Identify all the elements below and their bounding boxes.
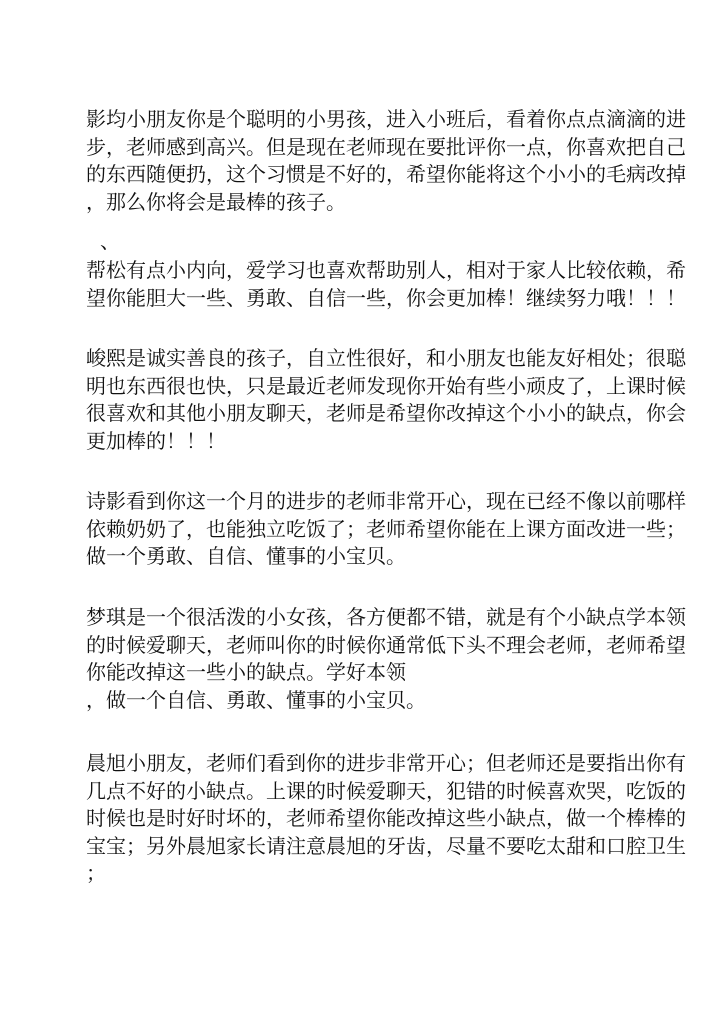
text-line: 晨旭小朋友，老师们看到你的进步非常开心；但老师还是要指出你有 [86,751,686,775]
text-line: 做一个勇敢、自信、懂事的小宝贝。 [86,544,406,568]
text-line: 更加棒的！！！ [86,428,226,453]
text-line: 帮松有点小内向，爱学习也喜欢帮助别人，相对于家人比较依赖，希 [86,258,686,282]
paragraph-mengqi [86,604,686,714]
text-line: ，做一个自信、勇敢、懂事的小宝贝。 [86,687,426,712]
text-line: 宝宝；另外晨旭家长请注意晨旭的牙齿，尽量不要吃太甜和口腔卫生 [86,833,686,858]
text-line: 依赖奶奶了，也能独立吃饭了；老师希望你能在上课方面改进一些； [86,516,686,541]
paragraph-shiying [86,488,686,571]
text-line: 明也东西很也快，只是最近老师发现你开始有些小顽皮了，上课时候 [86,373,686,398]
text-line: 的东西随便扔，这个习惯是不好的，希望你能将这个小小的毛病改掉 [86,162,686,186]
text-line: 的时候爱聊天，老师叫你的时候你通常低下头不理会老师，老师希望 [86,632,686,657]
paragraph-junxi [86,345,686,455]
text-line: 很喜欢和其他小朋友聊天，老师是希望你改掉这个小小的缺点，你会 [86,401,686,425]
text-line: 时候也是时好时坏的，老师希望你能改掉这些小缺点，做一个棒棒的 [86,806,686,830]
paragraph-yingjun [86,106,686,216]
text-line: 影均小朋友你是个聪明的小男孩，进入小班后，看着你点点滴滴的进 [86,107,686,131]
paragraph-chenxu [86,750,686,888]
text-line: 望你能胆大一些、勇敢、自信一些，你会更加棒！继续努力哦！！！ [86,285,686,310]
text-line: ，那么你将会是最棒的孩子。 [86,189,346,214]
text-line: 步，老师感到高兴。但是现在老师现在要批评你一点，你喜欢把自己 [86,134,686,159]
text-line: 你能改掉这一些小的缺点。学好本领 [86,660,406,684]
text-line: 诗影看到你这一个月的进步的老师非常开心，现在已经不像以前哪样 [86,489,686,513]
paragraph-bangsong [86,257,686,312]
text-line: 峻熙是诚实善良的孩子，自立性很好，和小朋友也能友好相处；很聪 [86,346,686,370]
stray-punctuation-mark: 、 [100,229,120,253]
text-line: 梦琪是一个很活泼的小女孩，各方便都不错，就是有个小缺点学本领 [86,605,686,629]
text-line: 几点不好的小缺点。上课的时候爱聊天，犯错的时候喜欢哭，吃饭的 [86,778,686,803]
text-line: ； [86,861,106,885]
